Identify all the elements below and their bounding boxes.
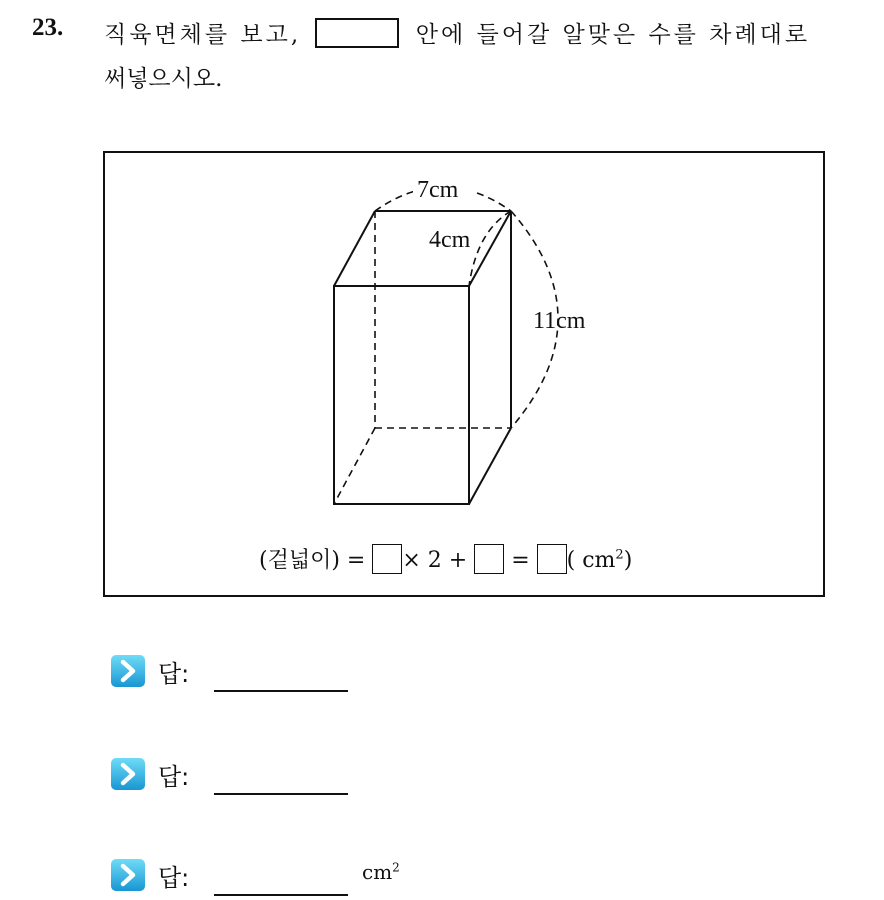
cuboid-edge-top-left bbox=[334, 211, 375, 286]
question-number: 23. bbox=[32, 14, 64, 41]
label-depth: 4cm bbox=[429, 227, 471, 253]
surface-area-formula bbox=[259, 543, 632, 574]
cuboid-diagram bbox=[105, 153, 827, 599]
answer-unit-text: cm bbox=[362, 860, 393, 884]
answer-input-line[interactable] bbox=[214, 793, 348, 795]
answer-unit bbox=[362, 860, 400, 884]
cuboid-front-face bbox=[334, 286, 469, 504]
formula-equals: = bbox=[511, 548, 530, 573]
formula-times-two: × 2 + bbox=[402, 548, 468, 573]
answer-label: 답: bbox=[158, 763, 190, 791]
question-text-line2: 써넣으시오. bbox=[104, 66, 223, 92]
formula-blank-3[interactable] bbox=[537, 544, 567, 574]
question-text-line1 bbox=[104, 16, 810, 49]
chevron-right-icon bbox=[110, 757, 146, 791]
answer-label: 답: bbox=[158, 864, 190, 892]
question-text-part1: 직육면체를 보고, bbox=[104, 22, 302, 48]
cuboid-edge-bottom-right bbox=[469, 428, 511, 504]
formula-blank-2[interactable] bbox=[474, 544, 504, 574]
formula-unit-exp: 2 bbox=[615, 547, 624, 563]
formula-unit-close: ) bbox=[623, 548, 633, 573]
label-height: 11cm bbox=[533, 308, 586, 334]
formula-prefix: (겉넓이) = bbox=[259, 548, 366, 573]
question-text-part2: 안에 들어갈 알맞은 수를 차례대로 bbox=[415, 22, 811, 48]
answer-unit-exp: 2 bbox=[392, 860, 400, 875]
formula-unit-open: ( cm bbox=[566, 548, 616, 573]
cuboid-hidden-bottom-left bbox=[334, 428, 375, 504]
figure-frame bbox=[103, 151, 825, 597]
answer-input-line[interactable] bbox=[214, 690, 348, 692]
answer-label: 답: bbox=[158, 660, 190, 688]
formula-blank-1[interactable] bbox=[372, 544, 402, 574]
label-width: 7cm bbox=[417, 177, 459, 203]
cuboid-edge-top-right bbox=[469, 211, 511, 286]
answer-input-line[interactable] bbox=[214, 894, 348, 896]
blank-box-symbol bbox=[315, 18, 399, 48]
chevron-right-icon bbox=[110, 858, 146, 892]
chevron-right-icon bbox=[110, 654, 146, 688]
